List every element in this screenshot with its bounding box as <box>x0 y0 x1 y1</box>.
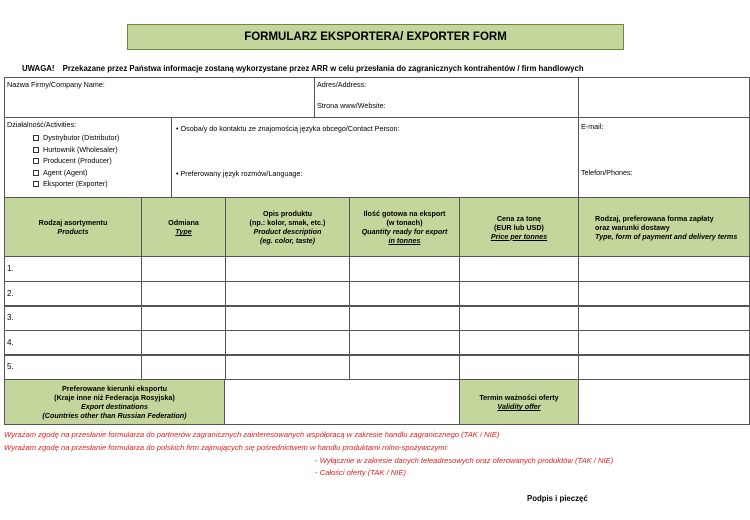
table-cell[interactable] <box>4 281 142 307</box>
company-name-cell[interactable] <box>4 77 315 118</box>
table-cell[interactable] <box>225 281 350 307</box>
table-cell[interactable] <box>459 281 579 307</box>
table-cell[interactable] <box>578 354 750 380</box>
consent-option-full: - Całości oferty (TAK / NIE) <box>315 468 406 477</box>
address-cell[interactable] <box>314 77 579 118</box>
activities-cell <box>4 117 172 198</box>
activity-wholesaler[interactable]: Hurtownik (Wholesaler) <box>33 144 119 156</box>
table-cell[interactable] <box>459 256 579 282</box>
table-cell[interactable] <box>459 354 579 380</box>
table-cell[interactable] <box>4 305 142 331</box>
row-number: 3. <box>7 313 14 322</box>
website-label: Strona www/Website: <box>317 101 386 110</box>
activity-producer[interactable]: Producent (Producer) <box>33 155 119 167</box>
activity-agent[interactable]: Agent (Agent) <box>33 167 119 179</box>
validity-header: Termin ważności oferty Validity offer <box>459 379 579 425</box>
table-cell[interactable] <box>4 256 142 282</box>
header-payment: Rodzaj, preferowana forma zapłaty oraz warunki dostawy Type, form of payment and delivery terms <box>578 197 750 257</box>
signature-label: Podpis i pieczęć <box>527 494 588 503</box>
table-cell[interactable] <box>578 330 750 356</box>
notice-warning: UWAGA! <box>22 64 55 73</box>
table-cell[interactable] <box>225 305 350 331</box>
table-cell[interactable] <box>459 305 579 331</box>
checkbox-icon[interactable] <box>33 135 39 141</box>
table-cell[interactable] <box>578 281 750 307</box>
table-cell[interactable] <box>349 354 460 380</box>
header-quantity: Ilość gotowa na eksport (w tonach) Quantity ready for export in tonnes <box>349 197 460 257</box>
phone-label: Telefon/Phones: <box>581 168 633 177</box>
destinations-header: Preferowane kierunki eksportu (Kraje inne niż Federacja Rosyjska) Export destinations (Countries other than Russian Federation) <box>4 379 225 425</box>
table-cell[interactable] <box>225 256 350 282</box>
consent-foreign: Wyrażam zgodę na przesłanie formularza do partnerów zagranicznych zainteresowanych współpracą w zakresie handlu zagranicznego (TAK / NIE) <box>4 430 500 439</box>
table-cell[interactable] <box>4 354 142 380</box>
table-cell[interactable] <box>141 354 226 380</box>
notice <box>22 64 742 73</box>
table-cell[interactable] <box>459 330 579 356</box>
table-cell[interactable] <box>141 330 226 356</box>
table-cell[interactable] <box>349 305 460 331</box>
table-cell[interactable] <box>225 354 350 380</box>
row-number: 2. <box>7 289 14 298</box>
top-right-blank-cell <box>578 77 750 118</box>
email-phone-cell[interactable] <box>578 117 750 198</box>
activities-label: Działalność/Activities: <box>7 120 77 129</box>
table-cell[interactable] <box>349 330 460 356</box>
table-cell[interactable] <box>225 330 350 356</box>
form-title: FORMULARZ EKSPORTERA/ EXPORTER FORM <box>127 24 624 50</box>
activity-exporter[interactable]: Eksporter (Exporter) <box>33 178 119 190</box>
table-cell[interactable] <box>349 256 460 282</box>
notice-text: Przekazane przez Państwa informacje zostaną wykorzystane przez ARR w celu przesłania do zagranicznych kontrahentów / firm handlowych <box>62 64 584 73</box>
row-number: 5. <box>7 362 14 371</box>
header-type: Odmiana Type <box>141 197 226 257</box>
header-description: Opis produktu (np.: kolor, smak, etc.) Product description (eg. color, taste) <box>225 197 350 257</box>
validity-input[interactable] <box>578 379 750 425</box>
header-price: Cena za tonę (EUR lub USD) Price per tonnes <box>459 197 579 257</box>
row-number: 1. <box>7 264 14 273</box>
table-cell[interactable] <box>141 256 226 282</box>
company-name-label: Nazwa Firmy/Company Name: <box>7 80 105 89</box>
address-label: Adres/Address: <box>317 80 367 89</box>
activity-distributor[interactable]: Dystrybutor (Distributor) <box>33 132 119 144</box>
table-cell[interactable] <box>578 256 750 282</box>
checkbox-icon[interactable] <box>33 147 39 153</box>
table-cell[interactable] <box>578 305 750 331</box>
contact-cell[interactable] <box>171 117 579 198</box>
language-label: • Preferowany język rozmów/Language: <box>176 169 303 178</box>
checkbox-icon[interactable] <box>33 181 39 187</box>
consent-option-contact: - Wyłącznie w zakresie danych teleadresowych oraz oferowanych produktów (TAK / NIE) <box>315 456 614 465</box>
email-label: E-mail: <box>581 122 604 131</box>
table-cell[interactable] <box>141 281 226 307</box>
table-cell[interactable] <box>349 281 460 307</box>
checkbox-icon[interactable] <box>33 170 39 176</box>
checkbox-icon[interactable] <box>33 158 39 164</box>
row-number: 4. <box>7 338 14 347</box>
table-cell[interactable] <box>141 305 226 331</box>
header-products: Rodzaj asortymentu Products <box>4 197 142 257</box>
consent-polish: Wyrażam zgodę na przesłanie formularza do polskich firm zajmujących się pośrednictwem w handlu produktami rolno-spożywczymi: <box>4 443 449 452</box>
table-cell[interactable] <box>4 330 142 356</box>
contact-person-label: • Osoba/y do kontaktu ze znajomością języka obcego/Contact Person: <box>176 124 400 133</box>
destinations-input[interactable] <box>224 379 460 425</box>
